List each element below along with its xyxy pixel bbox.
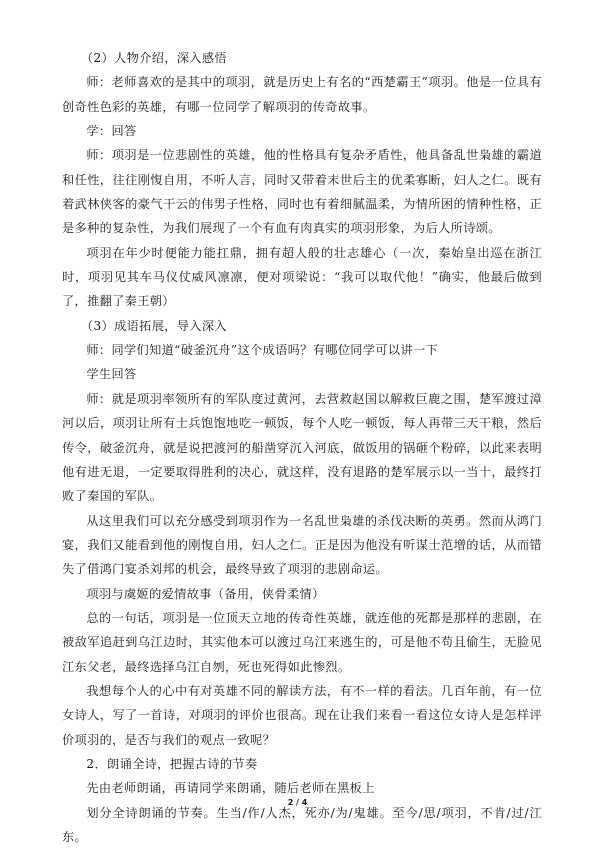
paragraph-hongmen-feast: 从这里我们可以充分感受到项羽作为一名乱世枭雄的杀伐决断的英勇。然而从鸿门宴，我们又能看到他的刚愎自用，妇人之仁。正是因为他没有听谋士范增的话，从而错失了借鸿门宴杀刘邦的机会，最终导致了项羽的悲剧命运。 <box>62 513 542 577</box>
page-number: 2 / 4 <box>287 798 308 807</box>
section-heading-character-intro: （2）人物介绍，深入感悟 <box>80 51 227 65</box>
paragraph-poet-introduction: 我想每个人的心中有对英雄不同的解读方法，有不一样的看法。几百年前，有一位女诗人，写了一首诗，对项羽的评价也很高。现在让我们来看一看这位女诗人是怎样评价项羽的，是否与我们的观点一致呢？ <box>62 683 542 747</box>
paragraph-summary: 总的一句话，项羽是一位顶天立地的传奇性英雄，就连他的死都是那样的悲剧，在被敌军追赶到乌江边时，其实他本可以渡过乌江来逃生的，可是他不苟且偷生，无脸见江东父老，最终选择乌江自刎，死也死得如此惨烈。 <box>62 610 542 674</box>
paragraph-student-answer: 学：回答 <box>86 124 137 139</box>
paragraph-poem-rhythm: 划分全诗朗诵的节奏。生当/作/人杰，死亦/为/鬼雄。至今/思/项羽，不肯/过/江东。 <box>62 805 542 844</box>
paragraph-idiom-question: 师：同学们知道“破釜沉舟”这个成语吗？有哪位同学可以讲一下 <box>86 343 439 358</box>
document-body <box>62 46 542 849</box>
paragraph-tragic-hero: 师：项羽是一位悲剧性的英雄，他的性格具有复杂矛盾性，他具备乱世枭雄的霸道和任性，往往刚愎自用，不听人言，同时又带着末世后主的优柔寡断，妇人之仁。既有着武林侠客的豪气干云的伟男子性格，同时也有着细腻温柔，为情所困的情种性格，正是多种的复杂性，为我们展现了一个有血有肉真实的项羽形象，为后人所诗颂。 <box>62 148 542 236</box>
paragraph-teacher-xiangyu-intro: 师：老师喜欢的是其中的项羽，就是历史上有名的“西楚霸王”项羽。他是一位具有创奇性色彩的英雄，有哪一位同学了解项羽的传奇故事。 <box>62 75 542 114</box>
paragraph-idiom-story: 师：就是项羽率领所有的军队度过黄河，去营救赵国以解救巨鹿之围，楚军渡过漳河以后，项羽让所有士兵饱饱地吃一顿饭，每个人吃一顿饭，每人再带三天干粮，然后传令，破釜沉舟，就是说把渡河的船凿穿沉入河底，做饭用的锅砸个粉碎，以此来表明他有进无退，一定要取得胜利的决心，就这样，没有退路的楚军展示以一当十，最终打败了秦国的军队。 <box>62 391 542 504</box>
paragraph-recitation-steps: 先由老师朗诵，再请同学来朗诵，随后老师在黑板上 <box>86 781 375 796</box>
section-heading-idiom-extension: （3）成语拓展，导入深入 <box>80 318 227 333</box>
paragraph-youth-ambition: 项羽在年少时便能力能扛鼎，拥有超人般的壮志雄心（一次，秦始皇出巡在浙江时，项羽见其车马仪仗威风凛凛，便对项梁说：“我可以取代他！”确实，他最后做到了，推翻了秦王朝） <box>62 245 542 309</box>
section-heading-recitation: 2．朗诵全诗，把握古诗的节奏 <box>86 756 258 771</box>
paragraph-love-story: 项羽与虞姬的爱情故事（备用，侠骨柔情） <box>86 586 325 601</box>
paragraph-student-response: 学生回答 <box>86 367 137 382</box>
